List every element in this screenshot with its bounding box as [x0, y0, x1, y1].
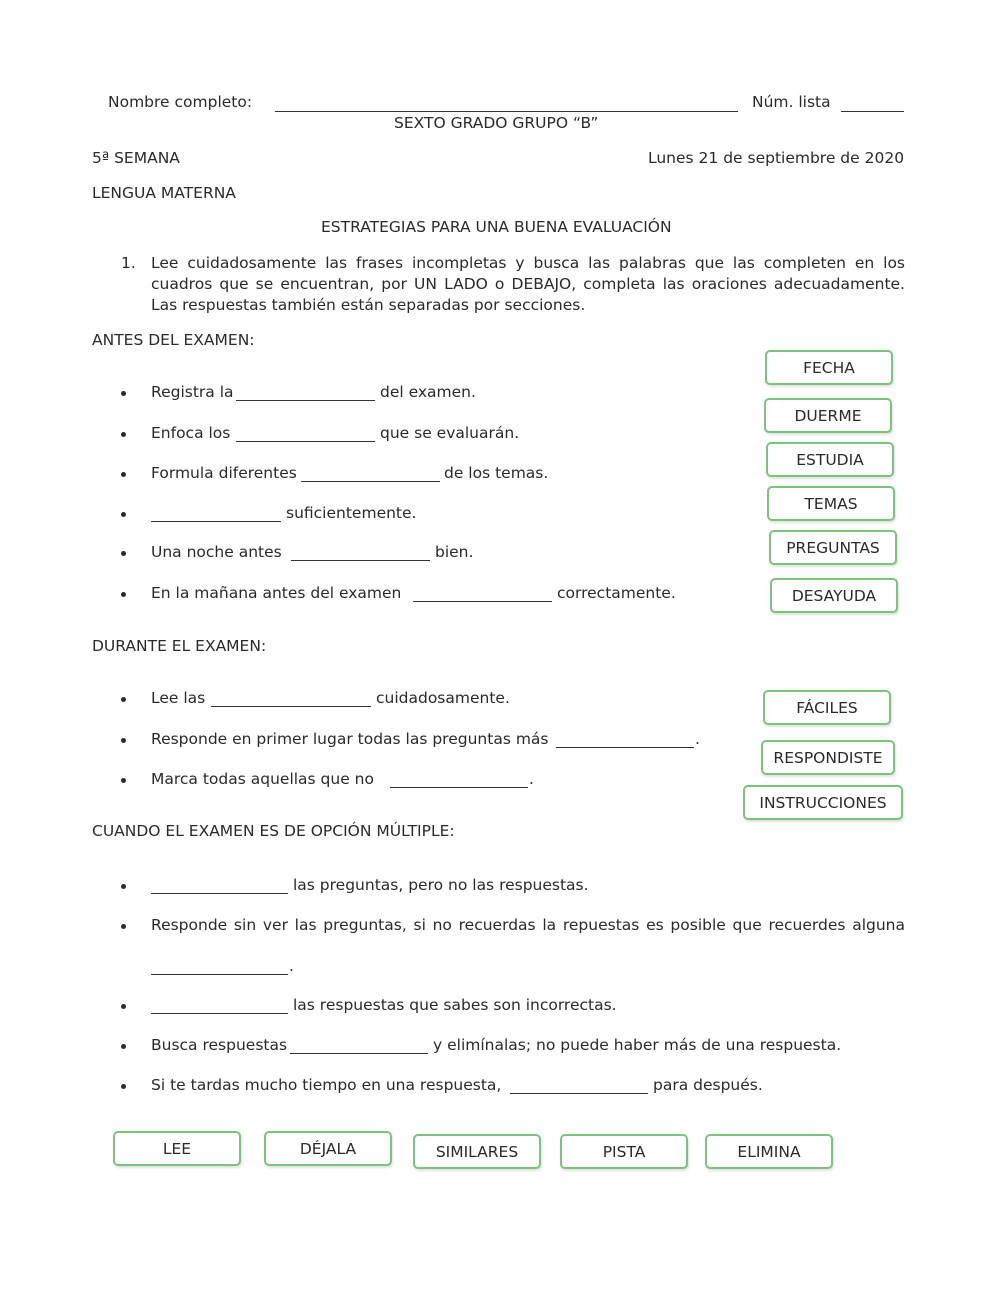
before-item-5-post: bien. [435, 543, 474, 561]
word-duerme[interactable]: DUERME [764, 398, 892, 433]
instruction-line-2: cuadros que se encuentran, por UN LADO o DEBAJO, completa las oraciones adecuadamente. [151, 275, 905, 293]
multiple-item-5-post: para después. [653, 1076, 763, 1094]
name-blank[interactable] [275, 95, 738, 112]
before-blank-6[interactable] [413, 585, 552, 602]
before-blank-3[interactable] [301, 465, 440, 482]
multiple-blank-3[interactable] [151, 997, 288, 1014]
bullet [121, 1084, 126, 1089]
bullet [121, 738, 126, 743]
word-instrucciones[interactable]: INSTRUCCIONES [743, 785, 903, 820]
during-item-3-post: . [529, 770, 534, 788]
bullet [121, 551, 126, 556]
date-label: Lunes 21 de septiembre de 2020 [648, 149, 905, 167]
bullet [121, 432, 126, 437]
bullet [121, 512, 126, 517]
name-label: Nombre completo: [108, 93, 253, 111]
during-item-2-pre: Responde en primer lugar todas las preguntas más [151, 730, 549, 748]
before-blank-4[interactable] [151, 505, 281, 522]
multiple-item-4-pre: Busca respuestas [151, 1036, 288, 1054]
instruction-number: 1. [121, 254, 136, 272]
during-item-3-pre: Marca todas aquellas que no [151, 770, 374, 788]
multiple-blank-4[interactable] [290, 1037, 428, 1054]
word-dejala[interactable]: DÉJALA [264, 1131, 392, 1166]
multiple-item-2-post: . [289, 957, 294, 975]
bullet [121, 778, 126, 783]
word-desayuda[interactable]: DESAYUDA [770, 578, 898, 613]
during-item-1-pre: Lee las [151, 689, 206, 707]
before-blank-2[interactable] [236, 425, 375, 442]
word-lee[interactable]: LEE [113, 1131, 241, 1166]
during-blank-1[interactable] [211, 690, 371, 707]
bullet [121, 697, 126, 702]
during-item-1-post: cuidadosamente. [376, 689, 510, 707]
instruction-line-1: Lee cuidadosamente las frases incompletas y busca las palabras que las completen en los [151, 254, 905, 272]
word-estudia[interactable]: ESTUDIA [766, 442, 894, 477]
multiple-blank-5[interactable] [510, 1077, 648, 1094]
before-item-3-post: de los temas. [444, 464, 549, 482]
instruction-line-3: Las respuestas también están separadas por secciones. [151, 296, 586, 314]
week-label: 5ª SEMANA [92, 149, 180, 167]
word-pista[interactable]: PISTA [560, 1134, 688, 1169]
multiple-blank-1[interactable] [151, 877, 288, 894]
multiple-item-5-pre: Si te tardas mucho tiempo en una respuesta, [151, 1076, 502, 1094]
before-item-4-post: suficientemente. [286, 504, 417, 522]
subject-label: LENGUA MATERNA [92, 184, 236, 202]
bullet [121, 884, 126, 889]
bullet [121, 391, 126, 396]
word-respondiste[interactable]: RESPONDISTE [761, 740, 895, 775]
group-label: SEXTO GRADO GRUPO “B” [394, 114, 599, 132]
before-item-6-pre: En la mañana antes del examen [151, 584, 402, 602]
bullet [121, 472, 126, 477]
during-blank-3[interactable] [390, 771, 528, 788]
bullet [121, 924, 126, 929]
before-item-1-pre: Registra la [151, 383, 234, 401]
word-elimina[interactable]: ELIMINA [705, 1134, 833, 1169]
bullet [121, 1044, 126, 1049]
before-heading: ANTES DEL EXAMEN: [92, 331, 255, 349]
bullet [121, 592, 126, 597]
multiple-blank-2[interactable] [151, 958, 288, 975]
before-blank-5[interactable] [291, 544, 430, 561]
during-blank-2[interactable] [556, 731, 694, 748]
multiple-heading: CUANDO EL EXAMEN ES DE OPCIÓN MÚLTIPLE: [92, 822, 455, 840]
multiple-item-2-text: Responde sin ver las preguntas, si no recuerdas la repuestas es posible que recuerdes alguna [151, 916, 905, 934]
before-item-3-pre: Formula diferentes [151, 464, 297, 482]
word-similares[interactable]: SIMILARES [413, 1134, 541, 1169]
before-item-6-post: correctamente. [557, 584, 676, 602]
before-item-2-post: que se evaluarán. [380, 424, 520, 442]
word-faciles[interactable]: FÁCILES [763, 690, 891, 725]
before-item-2-pre: Enfoca los [151, 424, 231, 442]
list-number-label: Núm. lista [752, 93, 831, 111]
before-blank-1[interactable] [236, 384, 375, 401]
during-heading: DURANTE EL EXAMEN: [92, 637, 267, 655]
before-item-1-post: del examen. [380, 383, 476, 401]
page-title: ESTRATEGIAS PARA UNA BUENA EVALUACIÓN [321, 218, 672, 236]
word-fecha[interactable]: FECHA [765, 350, 893, 385]
bullet [121, 1004, 126, 1009]
multiple-item-1-post: las preguntas, pero no las respuestas. [293, 876, 589, 894]
during-item-2-post: . [695, 730, 700, 748]
before-item-5-pre: Una noche antes [151, 543, 282, 561]
multiple-item-3-post: las respuestas que sabes son incorrectas. [293, 996, 617, 1014]
multiple-item-4-post: y elimínalas; no puede haber más de una respuesta. [433, 1036, 842, 1054]
list-number-blank[interactable] [841, 95, 904, 112]
word-preguntas[interactable]: PREGUNTAS [769, 530, 897, 565]
word-temas[interactable]: TEMAS [767, 486, 895, 521]
